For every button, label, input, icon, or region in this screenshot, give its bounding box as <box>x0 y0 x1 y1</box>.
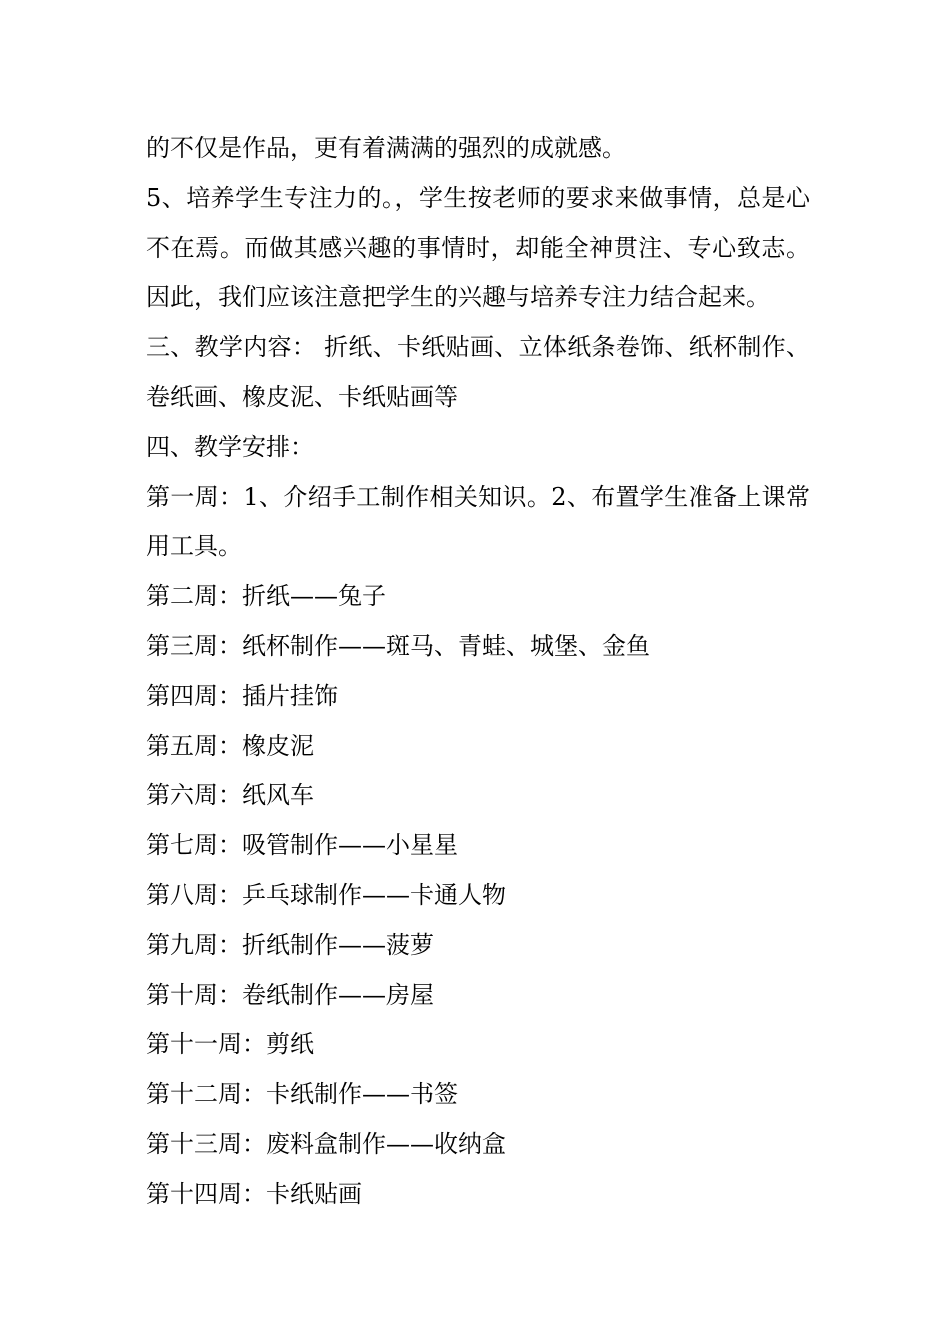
schedule-week-5: 第五周：橡皮泥 <box>146 731 314 760</box>
paragraph-line-4: 因此，我们应该注意把学生的兴趣与培养专注力结合起来。 <box>146 283 770 312</box>
paragraph-line-3: 不在焉。而做其感兴趣的事情时，却能全神贯注、专心致志。 <box>146 233 810 262</box>
schedule-week-11: 第十一周：剪纸 <box>146 1030 314 1059</box>
paragraph-line-1: 的不仅是作品，更有着满满的强烈的成就感。 <box>146 134 626 162</box>
schedule-week-1-continued: 用工具。 <box>146 532 242 561</box>
section-heading-teaching-content: 三、教学内容： 折纸、卡纸贴画、立体纸条卷饰、纸杯制作、 <box>146 333 810 362</box>
document-body <box>146 124 810 1220</box>
schedule-week-12: 第十二周：卡纸制作——书签 <box>146 1080 458 1109</box>
teaching-content-continued: 卷纸画、橡皮泥、卡纸贴画等 <box>146 382 458 411</box>
schedule-week-9: 第九周：折纸制作——菠萝 <box>146 930 434 959</box>
schedule-week-2: 第二周：折纸——兔子 <box>146 582 386 611</box>
schedule-week-6: 第六周：纸风车 <box>146 781 314 810</box>
paragraph-line-2: 5、培养学生专注力的。，学生按老师的要求来做事情，总是心 <box>146 183 810 212</box>
schedule-week-10: 第十周：卷纸制作——房屋 <box>146 980 434 1009</box>
schedule-week-14: 第十四周：卡纸贴画 <box>146 1179 362 1208</box>
schedule-week-7: 第七周：吸管制作——小星星 <box>146 831 458 860</box>
schedule-week-13: 第十三周：废料盒制作——收纳盒 <box>146 1129 506 1158</box>
schedule-week-8: 第八周：乒乓球制作——卡通人物 <box>146 880 506 909</box>
schedule-week-3: 第三周：纸杯制作——斑马、青蛙、城堡、金鱼 <box>146 631 650 660</box>
schedule-week-1: 第一周：1、介绍手工制作相关知识。2、布置学生准备上课常 <box>146 482 810 511</box>
schedule-week-4: 第四周：插片挂饰 <box>146 681 338 710</box>
section-heading-teaching-schedule: 四、教学安排： <box>146 432 314 461</box>
